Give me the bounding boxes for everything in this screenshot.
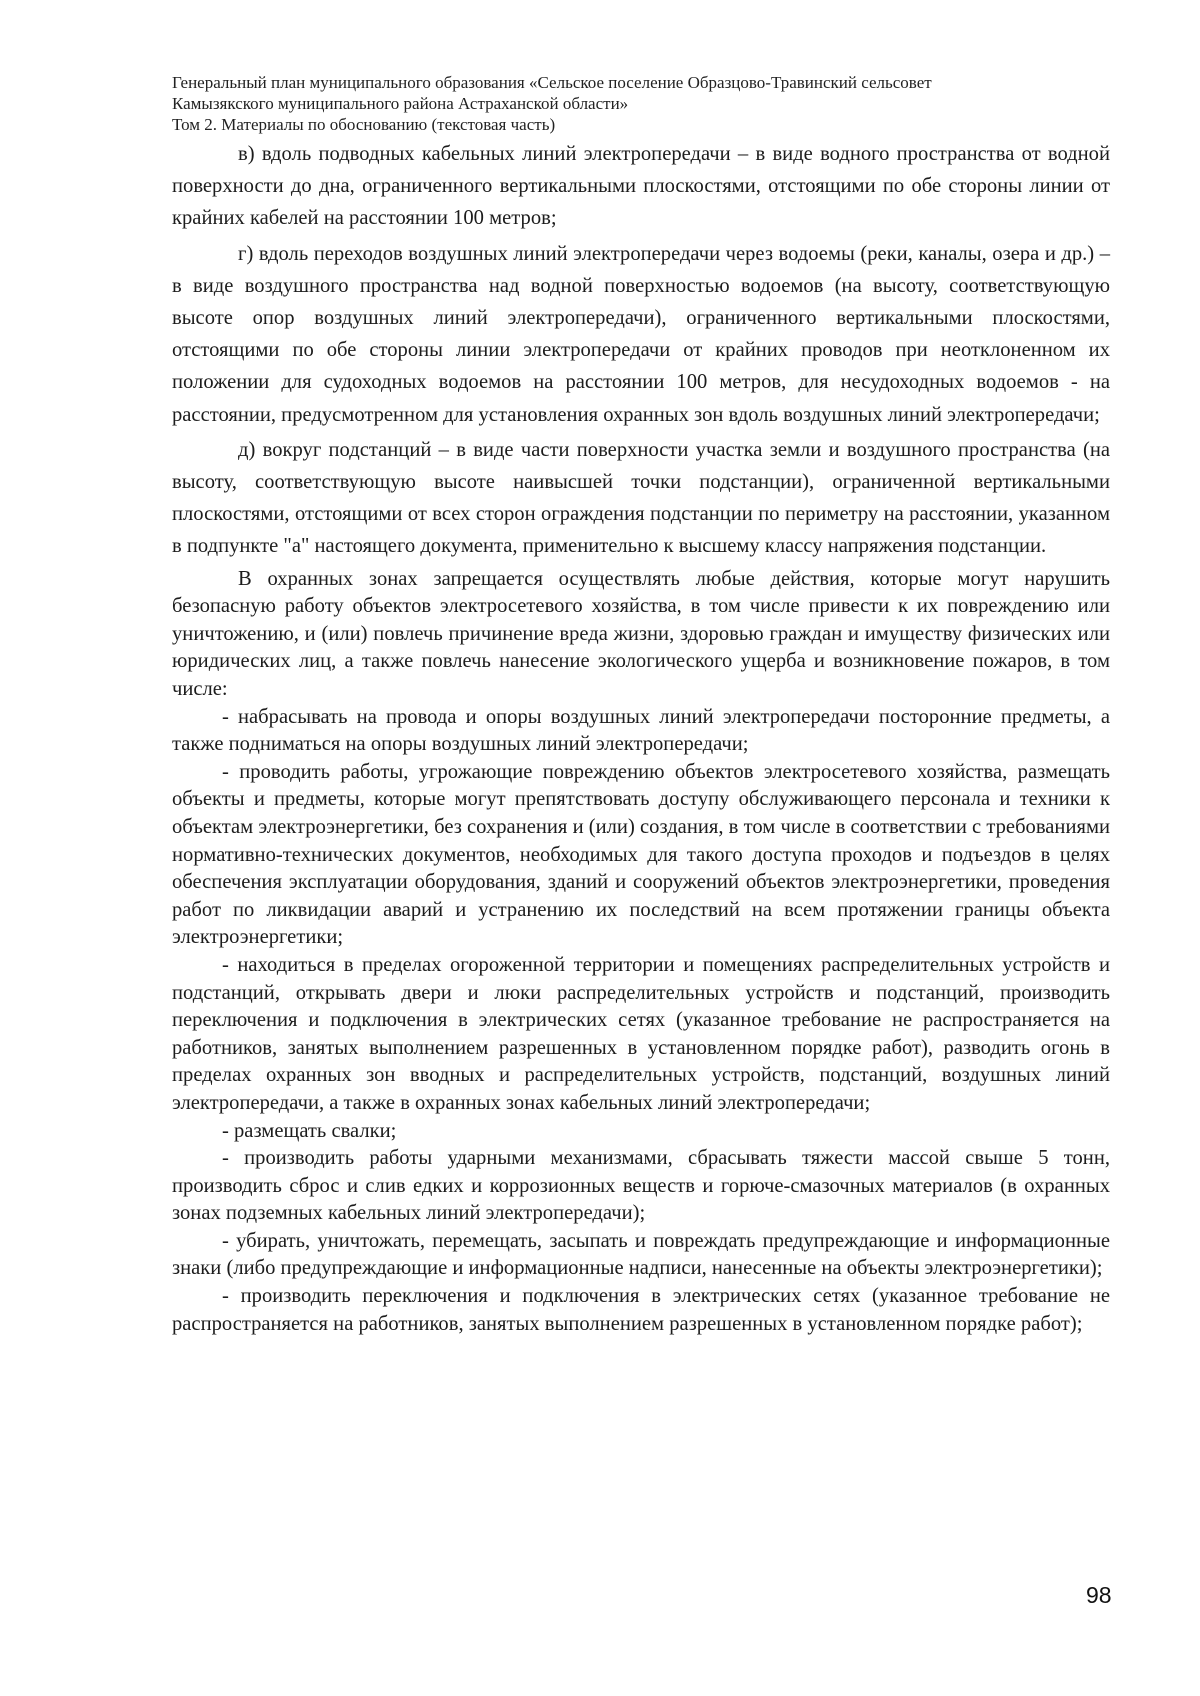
paragraph-g: г) вдоль переходов воздушных линий электропередачи через водоемы (реки, каналы, озера и др.) – в виде воздушного пространства над водной поверхностью водоемов (на высоту, соответствующую высоте опор воздушных линий электропередачи), ограниченного вертикальными плоскостями, отстоящими по обе стороны линии электропередачи от крайних проводов при неотклоненном их положении для судоходных водоемов на расстоянии 100 метров, для несудоходных водоемов - на расстоянии, предусмотренном для установления охранных зон вдоль воздушных линий электропередачи;	[172, 242, 1110, 426]
paragraph-v: в) вдоль подводных кабельных линий электропередачи – в виде водного пространства от водной поверхности до дна, ограниченного вертикальными плоскостями, отстоящими по обе стороны линии от крайних кабелей на расстоянии 100 метров;	[172, 143, 1110, 230]
list-item: - набрасывать на провода и опоры воздушных линий электропередачи посторонние предметы, а также подниматься на опоры воздушных линий электропередачи;	[172, 705, 1110, 756]
document-body	[172, 138, 1110, 1338]
list-item: - находиться в пределах огороженной территории и помещениях распределительных устройств и подстанций, открывать двери и люки распределительных устройств и подстанций, производить переключения и подключения в электрических сетях (указанное требование не распространяется на работников, занятых выполнением разрешенных в установленном порядке работ), разводить огонь в пределах охранных зон вводных и распределительных устройств, подстанций, воздушных линий электропередачи, а также в охранных зонах кабельных линий электропередачи;	[172, 953, 1110, 1114]
list-item: - производить переключения и подключения в электрических сетях (указанное требование не распространяется на работников, занятых выполнением разрешенных в установленном порядке работ);	[172, 1285, 1110, 1335]
paragraph-d: д) вокруг подстанций – в виде части поверхности участка земли и воздушного пространства (на высоту, соответствующую высоте наивысшей точки подстанции), ограниченной вертикальными плоскостями, отстоящими от всех сторон ограждения подстанции по периметру на расстоянии, указанном в подпункте "а" настоящего документа, применительно к высшему классу напряжения подстанции.	[172, 438, 1110, 558]
document-header	[172, 72, 1122, 135]
header-line-3: Том 2. Материалы по обоснованию (текстовая часть)	[172, 115, 556, 134]
header-line-1: Генеральный план муниципального образования «Сельское поселение Образцово-Травинский сельсовет	[172, 73, 932, 92]
page-number: 98	[1086, 1582, 1112, 1608]
list-item: - убирать, уничтожать, перемещать, засыпать и повреждать предупреждающие и информационные знаки (либо предупреждающие и информационные надписи, нанесенные на объекты электроэнергетики);	[172, 1229, 1110, 1280]
list-item: - размещать свалки;	[222, 1119, 397, 1142]
list-item: - производить работы ударными механизмами, сбрасывать тяжести массой свыше 5 тонн, производить сброс и слив едких и коррозионных веществ и горюче-смазочных материалов (в охранных зонах подземных кабельных линий электропередачи);	[172, 1147, 1110, 1225]
header-line-2: Камызякского муниципального района Астраханской области»	[172, 94, 629, 113]
paragraph-prohibitions-intro: В охранных зонах запрещается осуществлять любые действия, которые могут нарушить безопасную работу объектов электросетевого хозяйства, в том числе привести к их повреждению или уничтожению, и (или) повлечь причинение вреда жизни, здоровью граждан и имуществу физических или юридических лиц, а также повлечь нанесение экологического ущерба и возникновение пожаров, в том числе:	[172, 567, 1110, 701]
list-item: - проводить работы, угрожающие повреждению объектов электросетевого хозяйства, размещать объекты и предметы, которые могут препятствовать доступу обслуживающего персонала и техники к объектам электроэнергетики, без сохранения и (или) создания, в том числе в соответствии с требованиями нормативно-технических документов, необходимых для такого доступа проходов и подъездов в целях обеспечения эксплуатации оборудования, зданий и сооружений объектов электроэнергетики, проведения работ по ликвидации аварий и устранению их последствий на всем протяжении границы объекта электроэнергетики;	[172, 760, 1110, 949]
